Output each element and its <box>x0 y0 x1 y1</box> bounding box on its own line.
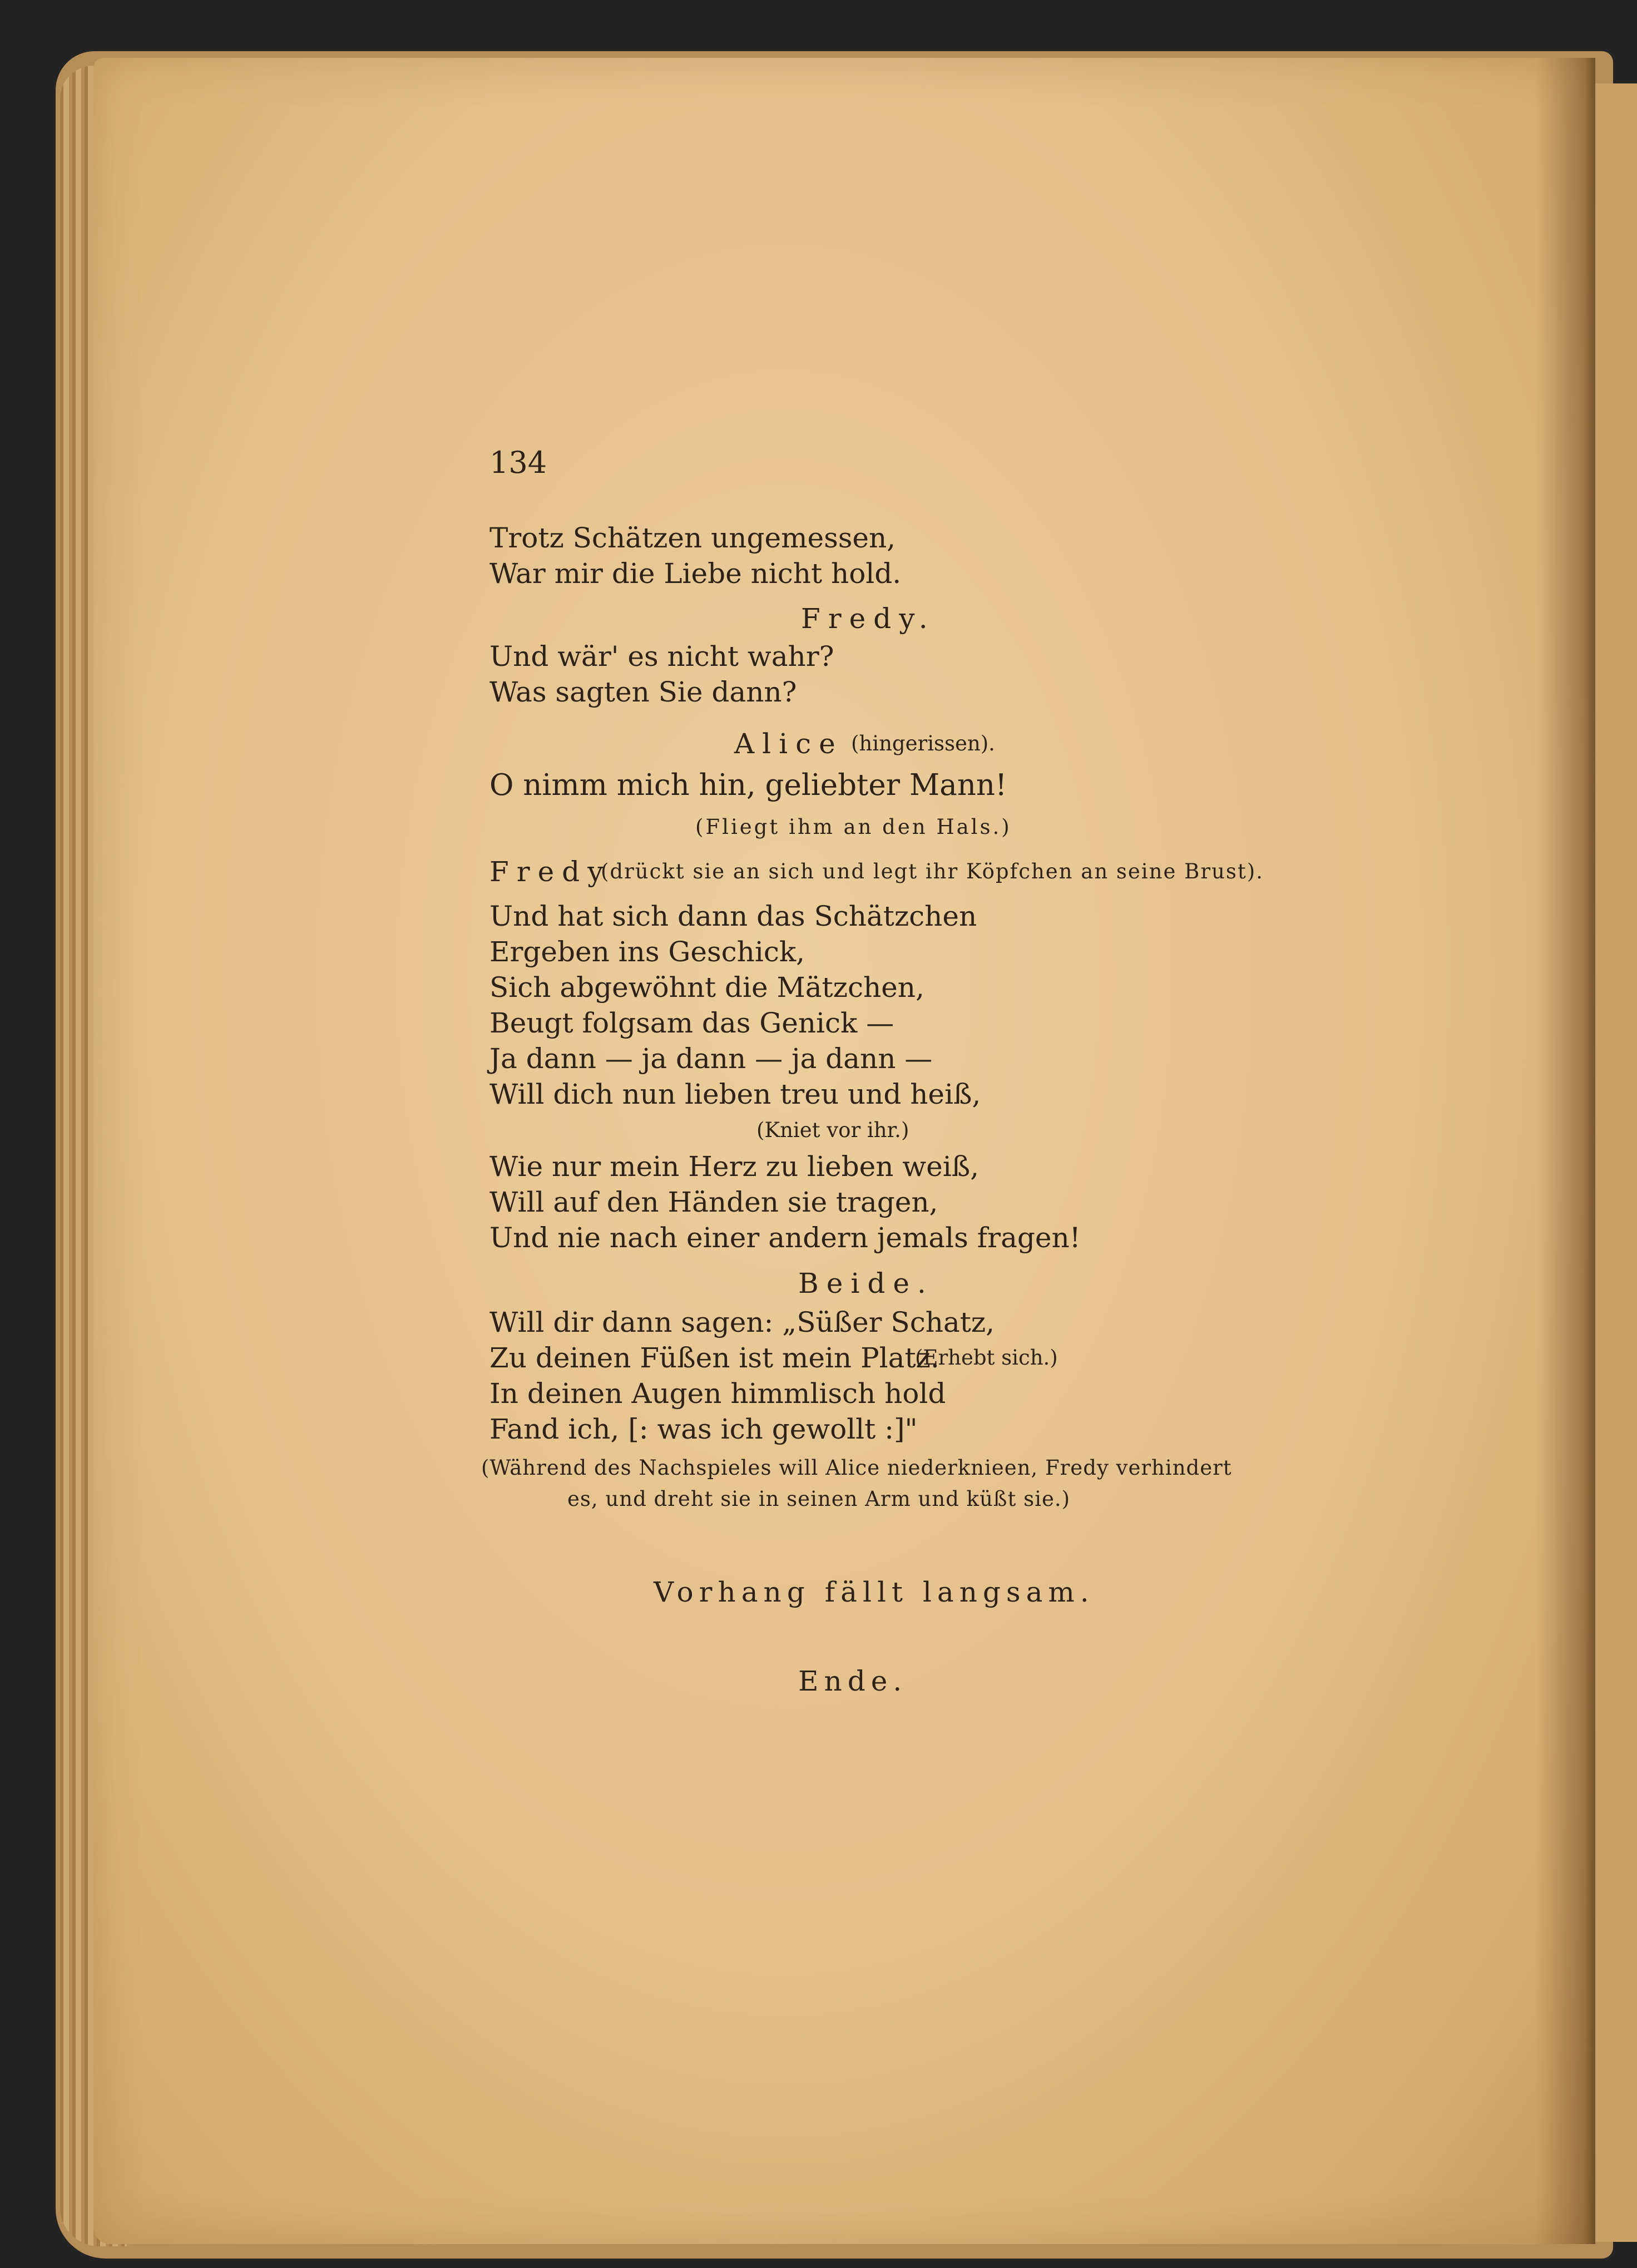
page-number: 134 <box>489 445 547 480</box>
curtain-line: Vorhang fällt langsam. <box>654 1576 1095 1608</box>
verse-line: Wie nur mein Herz zu lieben weiß, <box>489 1150 979 1183</box>
verse-line: Trotz Schätzen ungemessen, <box>489 522 896 554</box>
stage-direction: (Fliegt ihm an den Hals.) <box>695 815 1012 839</box>
verse-line: War mir die Liebe nicht hold. <box>489 557 902 590</box>
verse-line: Sich abgewöhnt die Mätzchen, <box>489 971 924 1004</box>
verse-line: Beugt folgsam das Genick — <box>489 1007 894 1039</box>
stage-direction: es, und dreht sie in seinen Arm und küßt sie.) <box>567 1487 1071 1511</box>
speaker-fredy: Fredy. <box>801 602 936 635</box>
stage-direction: (Erhebt sich.) <box>915 1346 1058 1370</box>
speaker-beide: Beide. <box>798 1267 934 1299</box>
stage-direction: (hingerissen). <box>851 732 995 755</box>
speaker-alice: Alice <box>734 728 843 760</box>
verse-line: Was sagten Sie dann? <box>489 676 797 708</box>
verse-line: Und nie nach einer andern jemals fragen! <box>489 1222 1081 1254</box>
facing-page-edge <box>1595 83 1637 2242</box>
verse-line: O nimm mich hin, geliebter Mann! <box>489 768 1007 802</box>
stage-direction: (drückt sie an sich und legt ihr Köpfchen an seine Brust). <box>601 859 1264 883</box>
stage-direction: (Kniet vor ihr.) <box>756 1118 909 1142</box>
verse-line: In deinen Augen himmlisch hold <box>489 1377 946 1410</box>
verse-line: Fand ich, [: was ich gewollt :]" <box>489 1413 918 1445</box>
verse-line: Ja dann — ja dann — ja dann — <box>489 1042 933 1075</box>
stage-direction: (Während des Nachspieles will Alice niederknieen, Fredy verhindert <box>481 1456 1232 1480</box>
verse-line: Ergeben ins Geschick, <box>489 936 805 968</box>
gutter-shadow <box>1535 58 1595 2244</box>
verse-line: Zu deinen Füßen ist mein Platz. <box>489 1342 939 1374</box>
verse-line: Will dich nun lieben treu und heiß, <box>489 1078 981 1110</box>
end-line: Ende. <box>798 1665 908 1697</box>
verse-line: Will auf den Händen sie tragen, <box>489 1186 938 1218</box>
verse-line: Will dir dann sagen: „Süßer Schatz, <box>489 1306 995 1338</box>
verse-line: Und wär' es nicht wahr? <box>489 640 834 673</box>
speaker-fredy: Fredy <box>489 856 611 888</box>
verse-line: Und hat sich dann das Schätzchen <box>489 900 977 932</box>
